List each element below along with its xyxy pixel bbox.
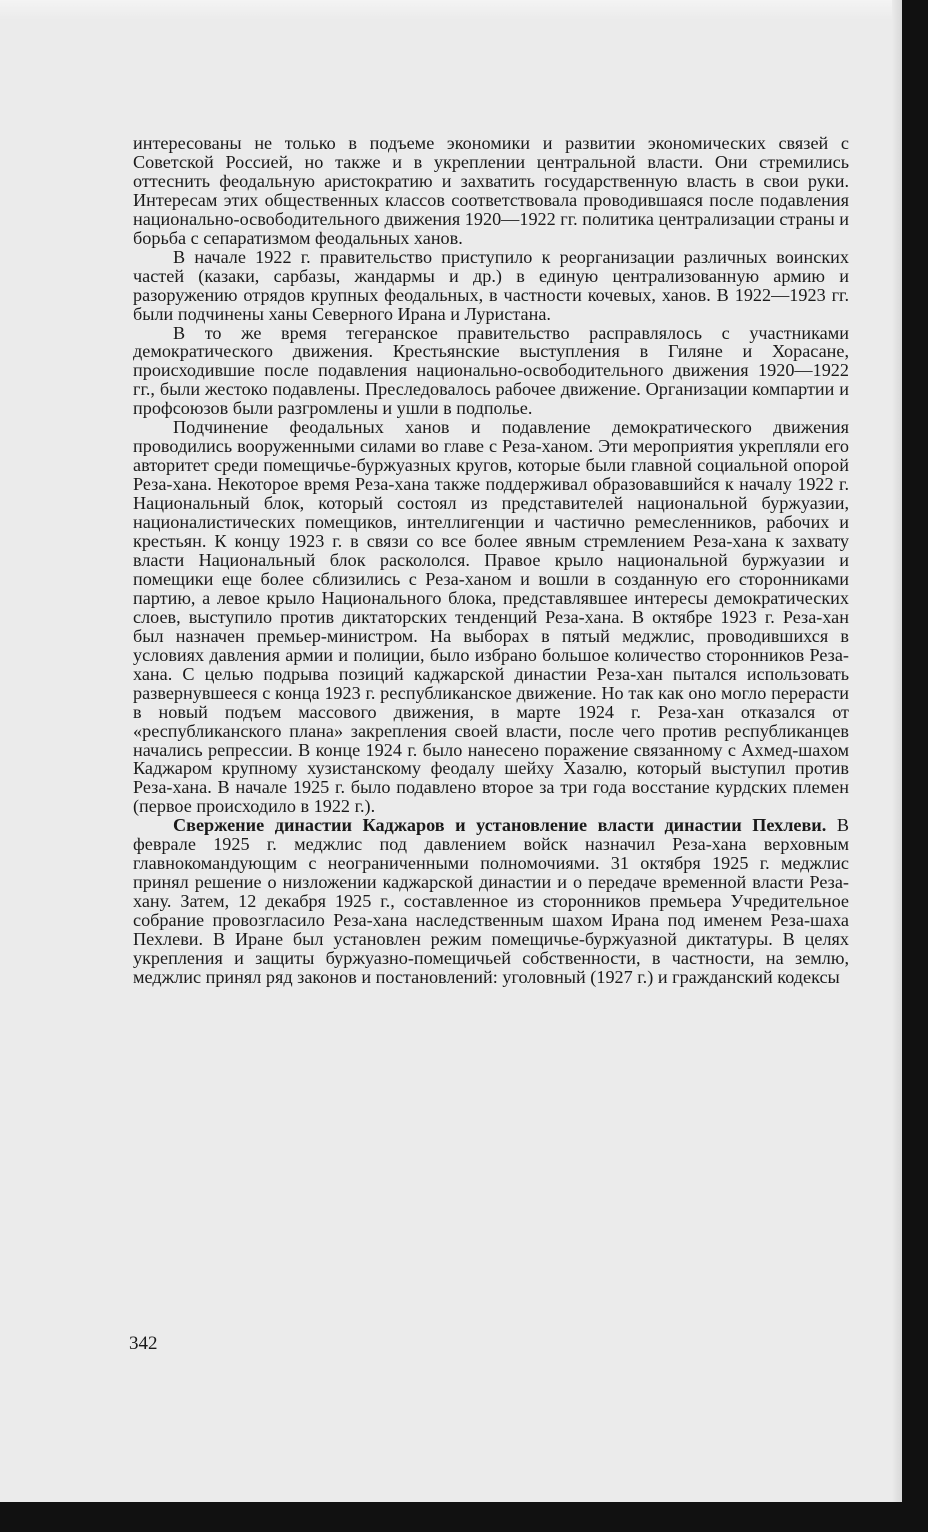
paragraph-reza-khan-rise: Подчинение феодальных ханов и подавление демократического движения проводились вооруженными силами во главе с Реза-ханом. Эти мероприятия укрепляли его авторитет среди помещичье-буржуазных кругов, которые были главной социальной опорой Реза-хана. Некоторое время Реза-хана также поддерживал образовавшийся к началу 1922 г. Национальный блок, который состоял из представителей национальной буржуазии, националистических помещиков, интеллигенции и частично ремесленников, рабочих и крестьян. К концу 1923 г. в связи со все более явным стремлением Реза-хана к захвату власти Национальный блок раскололся. Правое крыло национальной буржуазии и помещики еще более сблизились с Реза-ханом и вошли в созданную его сторонниками партию, а левое крыло Национального блока, представлявшее интересы демократических слоев, выступило против диктаторских тенденций Реза-хана. В октябре 1923 г. Реза-хан был назначен премьер-министром. На выборах в пятый меджлис, проводившихся в условиях давления армии и полиции, было избрано большое количество сторонников Реза-хана. С целью подрыва позиций каджарской династии Реза-хан пытался использовать развернувшееся с конца 1923 г. республиканское движение. Но так как оно могло перерасти в новый подъем массового движения, в марте 1924 г. Реза-хан отказался от «республиканского плана» закрепления своей власти, после чего против республиканцев начались репрессии. В конце 1924 г. было нанесено поражение связанному с Ахмед-шахом Каджаром крупному хузистанскому феодалу шейху Хазалю, который выступил против Реза-хана. В начале 1925 г. было подавлено второе за три года восстание курдских племен (первое происходило в 1922 г.).	[133, 417, 849, 817]
paragraph-continuation: интересованы не только в подъеме экономики и развитии экономических связей с Советской Россией, но также и в укреплении центральной власти. Они стремились оттеснить феодальную аристократию и захватить государственную власть в свои руки. Интересам этих общественных классов соответствовала проводившаяся после подавления национально-освободительного движения 1920—1922 гг. политика централизации страны и борьба с сепаратизмом феодальных ханов.	[133, 133, 849, 248]
paragraph-democratic-movement: В то же время тегеранское правительство расправлялось с участниками демократического движения. Крестьянские выступления в Гиляне и Хорасане, происходившие после подавления национально-освободительного движения 1920—1922 гг., были жестоко подавлены. Преследовалось рабочее движение. Организации компартии и профсоюзов были разгромлены и ушли в подполье.	[133, 322, 849, 419]
scan-page-shadow	[892, 0, 902, 1502]
section-heading: Свержение династии Каджаров и установление власти династии Пехлеви.	[173, 815, 827, 836]
page-number: 342	[129, 1333, 158, 1354]
paragraph-army-reorganization: В начале 1922 г. правительство приступило к реорганизации различных воинских частей (казаки, сарбазы, жандармы и др.) в единую централизованную армию и разоружению отрядов крупных феодальных, в частности кочевых, ханов. В 1922—1923 гг. были подчинены ханы Северного Ирана и Луристана.	[133, 246, 849, 324]
scan-top-edge	[0, 0, 928, 20]
paragraph-pahlavi-dynasty	[133, 816, 849, 987]
scan-bottom-border	[0, 1502, 928, 1532]
scan-right-border	[902, 0, 928, 1532]
section-text: В феврале 1925 г. меджлис под давлением войск назначил Реза-хана верховным главнокомандующим с неограниченными полномочиями. 31 октября 1925 г. меджлис принял решение о низложении каджарской династии и о передаче временной власти Реза-хану. Затем, 12 декабря 1925 г., составленное из сторонников премьера Учредительное собрание провозгласило Реза-хана наследственным шахом Ирана под именем Реза-шаха Пехлеви. В Иране был установлен режим помещичье-буржуазной диктатуры. В целях укрепления и защиты буржуазно-помещичьей собственности, в частности, на землю, меджлис принял ряд законов и постановлений: уголовный (1927 г.) и гражданский кодексы	[133, 815, 849, 987]
body-text	[133, 134, 849, 987]
